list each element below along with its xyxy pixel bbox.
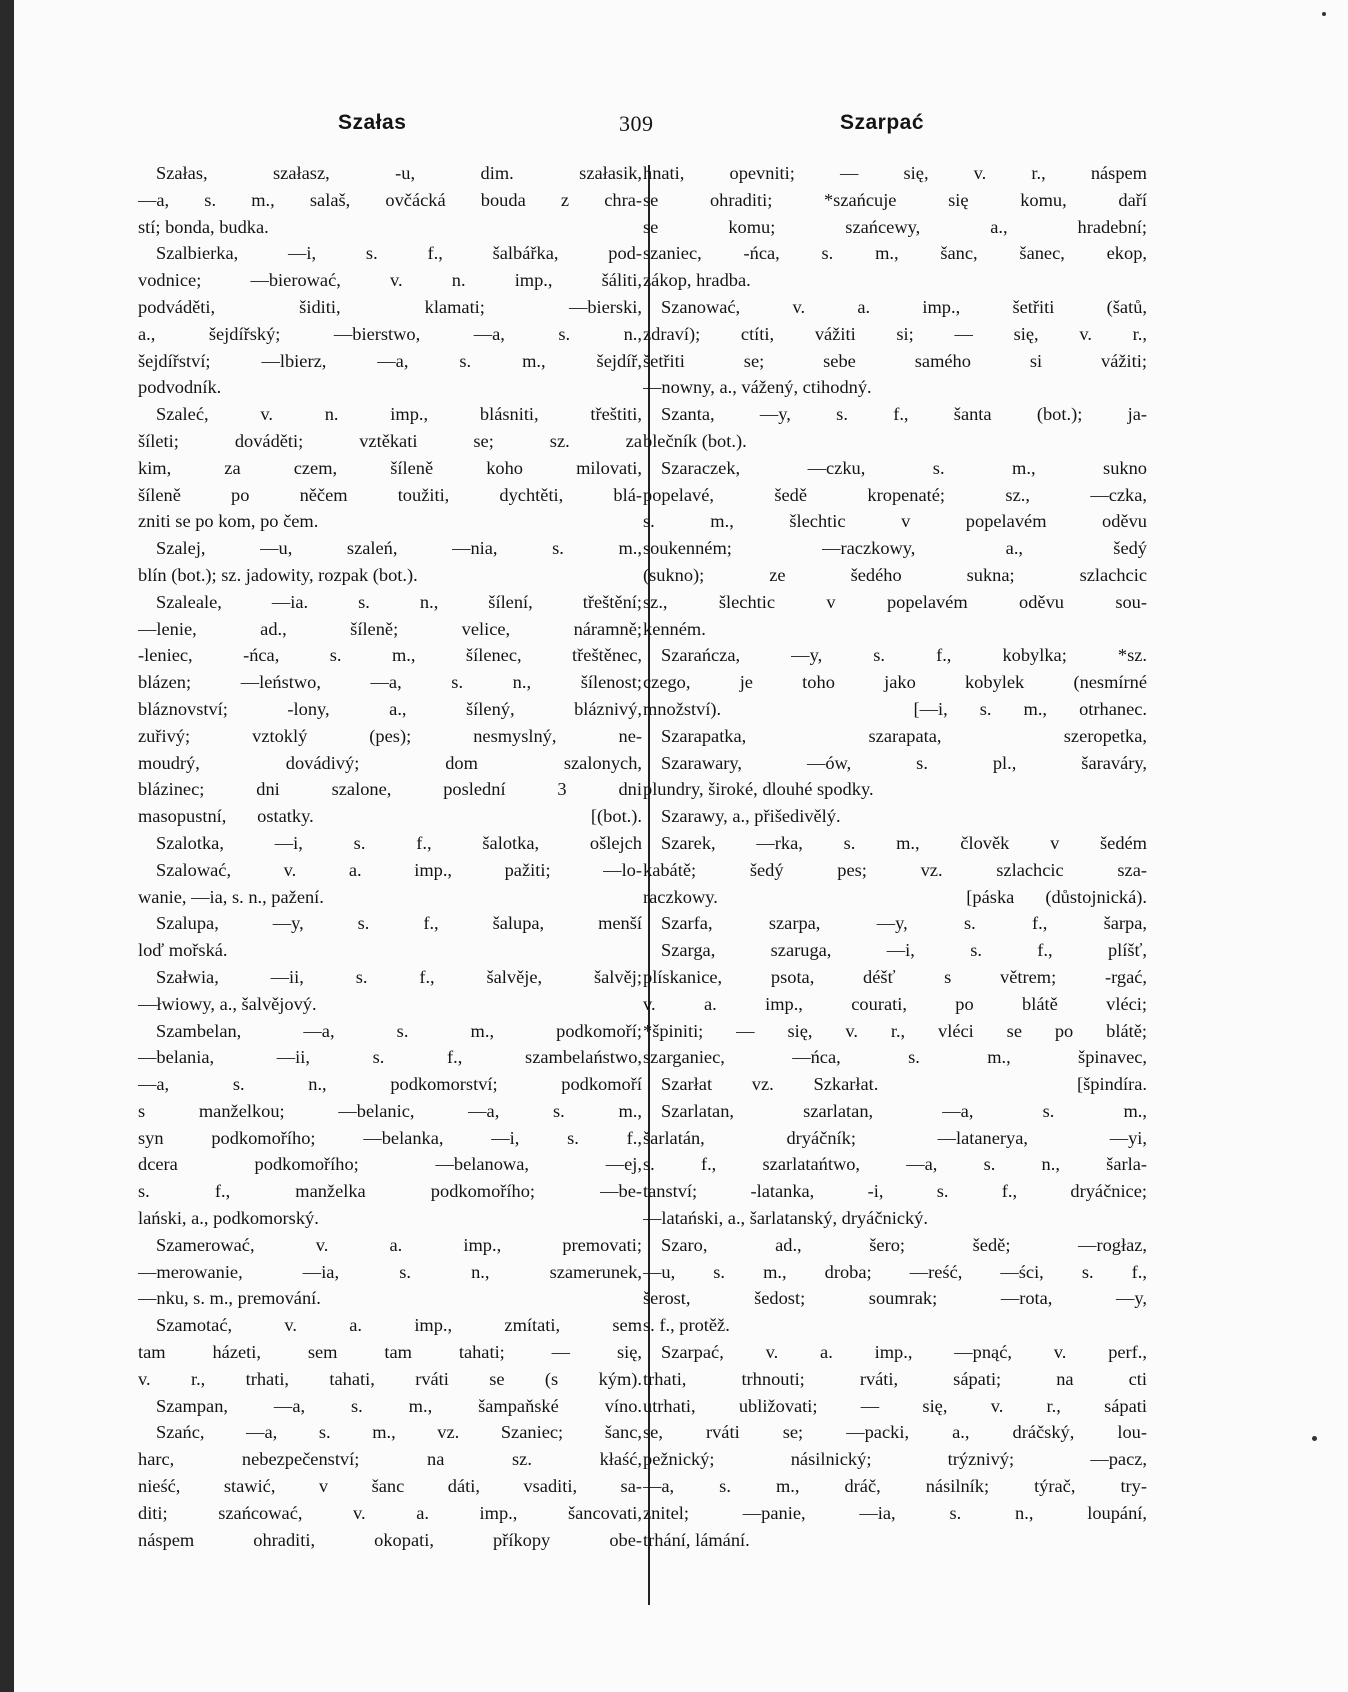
text-line: Szaleale, —ia. s. n., šílení, třeštění; [156, 591, 642, 612]
text-line: trhati, trhnouti; rváti, sápati; na cti [643, 1368, 1147, 1389]
text-line: Szaleć, v. n. imp., blásniti, třeštiti, [156, 404, 642, 425]
text-line: se ohraditi; *szańcuje się komu, daří [643, 189, 1147, 210]
text-line: wanie, —ia, s. n., pažení. [138, 886, 324, 907]
text-line: harc, nebezpečenství; na sz. kłaść, [138, 1449, 642, 1470]
text-line: diti; szańcować, v. a. imp., šancovati, [138, 1502, 642, 1523]
text-line: hnati, opevniti; — się, v. r., náspem [643, 163, 1147, 183]
text-line: šejdířství; —lbierz, —a, s. m., šejdíř, [138, 350, 642, 371]
text-line: *špiniti; — się, v. r., vléci se po blátě; [643, 1020, 1147, 1041]
text-line: šarlatán, dryáčník; —latanerya, —yi, [643, 1127, 1147, 1148]
text-line: (sukno); ze šedého sukna; szlachcic [643, 564, 1147, 585]
text-line: Szarek, —rka, s. m., člověk v šedém [661, 832, 1147, 853]
text-line: se, rváti se; —packi, a., dráčský, lou- [643, 1422, 1147, 1443]
text-line: utrhati, ubližovati; — się, v. r., sápati [643, 1395, 1147, 1416]
text-line: —a, s. m., dráč, násilník; týrač, try- [643, 1476, 1147, 1497]
text-line: s. m., šlechtic v popelavém oděvu [643, 511, 1147, 532]
text-line: Szalbierka, —i, s. f., šalbářka, pod- [156, 243, 642, 264]
text-line: a., šejdířský; —bierstwo, —a, s. n., [138, 323, 642, 344]
text-line: blečník (bot.). [643, 430, 747, 451]
text-line: šerost, šedost; soumrak; —rota, —y, [643, 1288, 1147, 1309]
text-line: v. r., trhati, tahati, rváti se (s kým). [138, 1368, 642, 1389]
text-line: Szarawary, —ów, s. pl., šaraváry, [661, 752, 1147, 773]
text-line: —u, s. m., droba; —reść, —ści, s. f., [643, 1261, 1147, 1282]
text-line: —merowanie, —ia, s. n., szamerunek, [138, 1261, 642, 1282]
text-line: sz., šlechtic v popelavém oděvu sou- [643, 591, 1147, 612]
text-line: Szanować, v. a. imp., šetřiti (šatů, [661, 296, 1147, 317]
text-line: šíleti; dováděti; vztěkati se; sz. za [138, 430, 642, 451]
text-line: náspem ohraditi, okopati, příkopy obe- [138, 1529, 642, 1550]
guide-word-right: Szarpać [840, 111, 925, 134]
text-line: blázinec; dni szalone, poslední 3 dni [138, 779, 642, 800]
text-line: Szarga, szaruga, —i, s. f., plíšť, [661, 940, 1147, 961]
text-line: Szarfa, szarpa, —y, s. f., šarpa, [661, 913, 1147, 934]
text-line: Szarlatan, szarlatan, —a, s. m., [661, 1100, 1147, 1121]
text-line: množství). [—i, s. m., otrhanec. [643, 698, 1147, 719]
text-line: szarganiec, —ńca, s. m., špinavec, [643, 1047, 1147, 1068]
text-line: kabátě; šedý pes; vz. szlachcic sza- [643, 859, 1147, 880]
text-line: kenném. [643, 618, 706, 639]
text-line: —latański, a., šarlatanský, dryáčnický. [643, 1208, 928, 1229]
text-line: loď mořská. [138, 940, 228, 961]
text-line: soukenném; —raczkowy, a., šedý [643, 538, 1147, 559]
text-line: podvodník. [138, 377, 222, 398]
left-column [138, 160, 642, 1553]
text-line: stí; bonda, budka. [138, 216, 269, 237]
text-line: Szalupa, —y, s. f., šalupa, menší [156, 913, 642, 934]
text-line: —łwiowy, a., šalvějový. [138, 993, 317, 1014]
text-line: s manželkou; —belanic, —a, s. m., [138, 1100, 642, 1121]
text-line: zniti se po kom, po čem. [138, 511, 319, 532]
text-line: s. f., manželka podkomořího; —be- [138, 1181, 642, 1202]
text-line: podváděti, šiditi, klamati; —bierski, [138, 296, 642, 317]
text-line: —belania, —ii, s. f., szambelaństwo, [138, 1047, 642, 1068]
text-line: Szamerować, v. a. imp., premovati; [156, 1234, 642, 1255]
text-line: zdraví); ctíti, vážiti si; — się, v. r., [643, 323, 1147, 344]
text-line: szaniec, -ńca, s. m., šanc, šanec, ekop, [643, 243, 1147, 264]
text-line: vodnice; —bierować, v. n. imp., šáliti, [138, 270, 642, 291]
text-line: Szaro, ad., šero; šedě; —rogłaz, [661, 1234, 1147, 1255]
text-line: v. a. imp., courati, po blátě vléci; [643, 993, 1147, 1014]
text-line: Szarawy, a., přišedivělý. [661, 806, 841, 827]
text-line: Szalotka, —i, s. f., šalotka, ošlejch [156, 832, 642, 853]
text-line: Szalej, —u, szaleń, —nia, s. m., [156, 538, 642, 559]
scan-speck [1312, 1436, 1317, 1441]
text-line: Szarpać, v. a. imp., —pnąć, v. perf., [661, 1342, 1147, 1363]
text-line: Szarłat vz. Szkarłat. [špindíra. [661, 1074, 1147, 1095]
text-line: Szałas, szałasz, -u, dim. szałasik, [156, 163, 642, 183]
page-header [0, 111, 1348, 145]
text-line: Szarańcza, —y, s. f., kobylka; *sz. [661, 645, 1147, 666]
text-line: Szarapatka, szarapata, szeropetka, [661, 725, 1147, 746]
text-line: trhání, lámání. [643, 1529, 750, 1550]
text-line: Szamotać, v. a. imp., zmítati, sem [156, 1315, 642, 1336]
text-line: tam házeti, sem tam tahati; — się, [138, 1342, 642, 1363]
text-line: —lenie, ad., šíleně; velice, náramně; [138, 618, 642, 639]
text-line: blín (bot.); sz. jadowity, rozpak (bot.). [138, 564, 418, 585]
page-number: 309 [619, 111, 654, 136]
text-line: —a, s. m., salaš, ovčácká bouda z chra- [138, 189, 642, 210]
text-line: se komu; szańcewy, a., hradební; [643, 216, 1147, 237]
text-line: raczkowy. [páska (důstojnická). [643, 886, 1147, 907]
text-line: lański, a., podkomorský. [138, 1208, 319, 1229]
text-line: masopustní, ostatky. [(bot.). [138, 806, 642, 827]
text-line: Szałwia, —ii, s. f., šalvěje, šalvěj; [156, 966, 642, 987]
text-line: plískanice, psota, déšť s větrem; -rgać, [643, 966, 1147, 987]
right-column [643, 160, 1147, 1553]
scan-edge [0, 0, 14, 1692]
text-line: s. f., szarlatańtwo, —a, s. n., šarla- [643, 1154, 1147, 1175]
text-line: dcera podkomořího; —belanowa, —ej, [138, 1154, 642, 1175]
text-line: —nku, s. m., premování. [138, 1288, 321, 1309]
text-line: plundry, široké, dlouhé spodky. [643, 779, 874, 800]
text-line: —a, s. n., podkomorství; podkomoří [138, 1074, 642, 1095]
text-line: Szalować, v. a. imp., pažiti; —lo- [156, 859, 642, 880]
text-line: šetřiti se; sebe samého si vážiti; [643, 350, 1147, 371]
text-line: popelavé, šedě kropenaté; sz., —czka, [643, 484, 1147, 505]
text-line: kim, za czem, šíleně koho milovati, [138, 457, 642, 478]
text-line: Szańc, —a, s. m., vz. Szaniec; šanc, [156, 1422, 642, 1443]
text-line: blázen; —leństwo, —a, s. n., šílenost; [138, 672, 642, 693]
text-line: czego, je toho jako kobylek (nesmírné [643, 672, 1147, 693]
text-line: pežnický; násilnický; trýznivý; —pacz, [643, 1449, 1147, 1470]
text-line: Szampan, —a, s. m., šampaňské víno. [156, 1395, 642, 1416]
text-line: -leniec, -ńca, s. m., šílenec, třeštěnec, [138, 645, 642, 666]
text-line: moudrý, dovádivý; dom szalonych, [138, 752, 642, 773]
text-line: znitel; —panie, —ia, s. n., loupání, [643, 1502, 1147, 1523]
scan-speck [1322, 12, 1326, 16]
text-line: s. f., protěž. [643, 1315, 730, 1336]
text-line: syn podkomořího; —belanka, —i, s. f., [138, 1127, 642, 1148]
text-line: zuřivý; vztoklý (pes); nesmyslný, ne- [138, 725, 642, 746]
text-line: šíleně po něčem toužiti, dychtěti, blá- [138, 484, 642, 505]
text-line: zákop, hradba. [643, 270, 751, 291]
text-line: nieść, stawić, v šanc dáti, vsaditi, sa- [138, 1476, 642, 1497]
text-line: tanství; -latanka, -i, s. f., dryáčnice; [643, 1181, 1147, 1202]
text-line: —nowny, a., vážený, ctihodný. [643, 377, 872, 398]
text-line: bláznovství; -lony, a., šílený, bláznivý, [138, 698, 642, 719]
text-line: Szanta, —y, s. f., šanta (bot.); ja- [661, 404, 1147, 425]
guide-word-left: Szałas [338, 111, 407, 134]
text-line: Szambelan, —a, s. m., podkomoří; [156, 1020, 642, 1041]
text-line: Szaraczek, —czku, s. m., sukno [661, 457, 1147, 478]
